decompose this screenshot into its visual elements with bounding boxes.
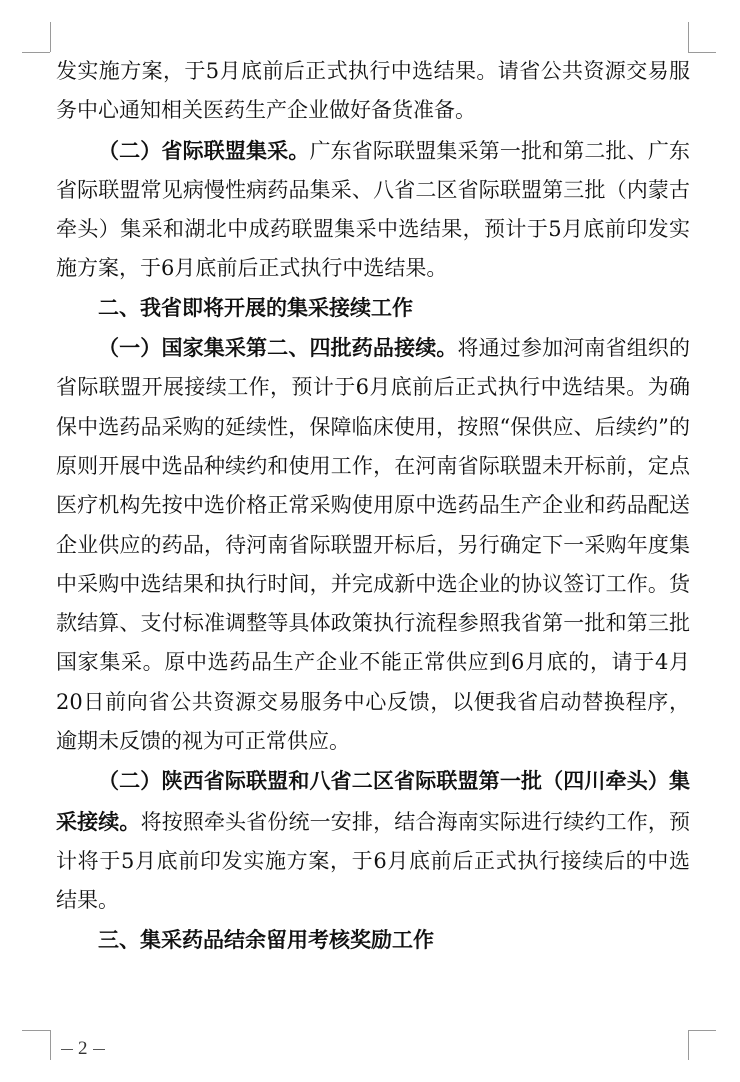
crop-mark-bottom-left: [50, 1030, 51, 1060]
crop-mark-bottom-left: [22, 1030, 50, 1031]
crop-mark-bottom-right: [688, 1030, 689, 1060]
page-number-dash: [93, 1049, 105, 1050]
section-heading: 三、集采药品结余留用考核奖励工作: [98, 927, 434, 952]
paragraph-lead: （二）陕西省际联盟和八省二区省际联盟第一批（四川牵头）集采接续。: [56, 768, 690, 834]
crop-mark-bottom-right: [688, 1030, 716, 1031]
crop-mark-top-left: [50, 22, 51, 52]
paragraph-continuation: [56, 52, 690, 131]
paragraph-lead: （一）国家集采第二、四批药品接续。: [98, 335, 458, 361]
crop-mark-top-right: [688, 52, 716, 53]
paragraph-text: 将按照牵头省份统一安排，结合海南实际进行续约工作，预计将于5月底前印发实施方案，于6月底前后正式执行接续后的中选结果。: [56, 809, 691, 913]
page-number-dash: [61, 1049, 73, 1050]
paragraph-national-renewal: [56, 328, 690, 761]
document-body: [56, 52, 690, 960]
paragraph-text: 发实施方案，于5月底前后正式执行中选结果。请省公共资源交易服务中心通知相关医药生产企业做好备货准备。: [56, 59, 690, 123]
paragraph-shaanxi-renewal: [56, 761, 690, 920]
paragraph-lead: （二）省际联盟集采。: [98, 137, 310, 163]
crop-mark-top-left: [22, 52, 50, 53]
section-heading: 二、我省即将开展的集采接续工作: [98, 295, 413, 320]
paragraph-provincial-alliance: [56, 131, 690, 289]
page-number-value: 2: [78, 1038, 88, 1059]
paragraph-text: 广东省际联盟集采第一批和第二批、广东省际联盟常见病慢性病药品集采、八省二区省际联盟第三批（内蒙古牵头）集采和湖北中成药联盟集采中选结果，预计于5月底前印发实施方案，于6月底前后正式执行中选结果。: [56, 138, 691, 281]
page-number: [56, 1036, 110, 1062]
paragraph-text: 将通过参加河南省组织的省际联盟开展接续工作，预计于6月底前后正式执行中选结果。为确保中选药品采购的延续性，保障临床使用，按照“保供应、后续约”的原则开展中选品种续约和使用工作，在河南省际联盟未开标前，定点医疗机构先按中选价格正常采购使用原中选药品生产企业和药品配送企业供应的药品，待河南省际联盟开标后，另行确定下一采购年度集中采购中选结果和执行时间，并完成新中选企业的协议签订工作。货款结算、支付标准调整等具体政策执行流程参照我省第一批和第三批国家集采。原中选药品生产企业不能正常供应到6月底的，请于4月20日前向省公共资源交易服务中心反馈，以便我省启动替换程序，逾期未反馈的视为可正常供应。: [56, 336, 691, 754]
crop-mark-top-right: [688, 22, 689, 52]
